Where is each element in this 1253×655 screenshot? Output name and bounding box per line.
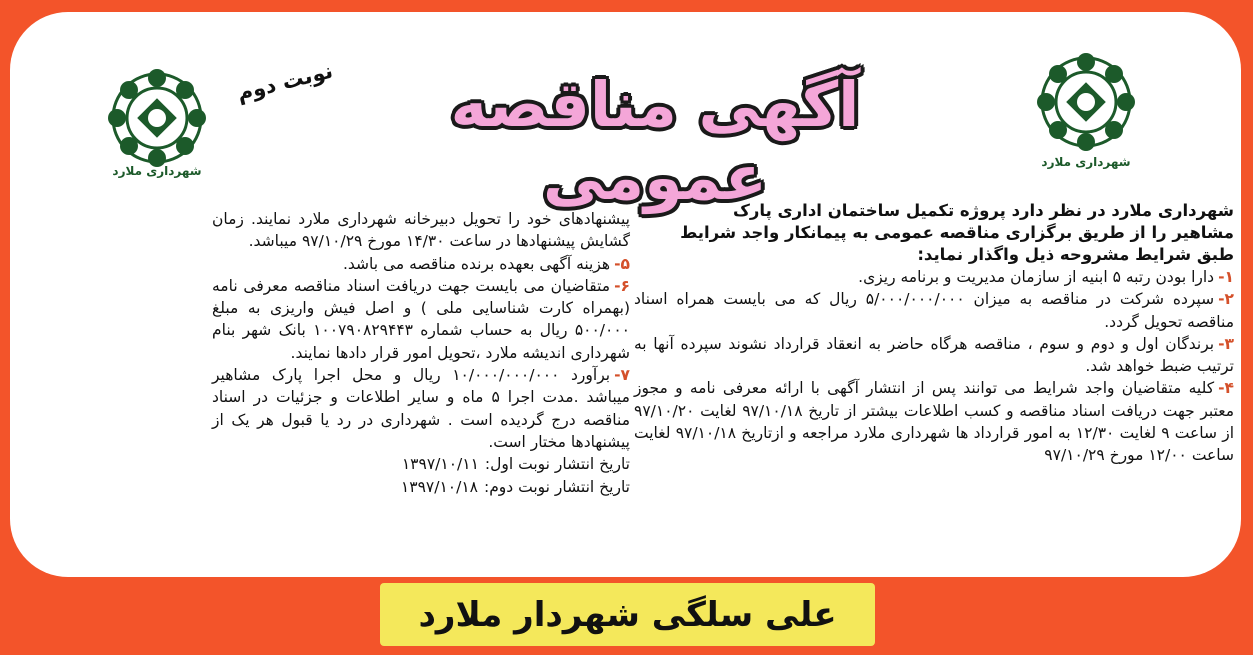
publish-second-label: تاریخ انتشار نوبت دوم: — [483, 477, 630, 496]
right-column — [634, 200, 1234, 467]
item-text: سپرده شرکت در مناقصه به میزان ۵/۰۰۰/۰۰۰/۰۰۰ ریال که می بایست همراه اسناد مناقصه تحویل گردد. — [634, 290, 1234, 331]
left-column — [212, 208, 630, 498]
continuation-text: پیشنهادهای خود را تحویل دبیرخانه شهرداری ملارد نمایند. زمان گشایش پیشنهادها در ساعت ۱۴/۳۰ مورخ ۹۷/۱۰/۲۹ میباشد. — [212, 210, 630, 251]
item-number: ۴- — [1218, 379, 1234, 398]
signature-band — [380, 583, 875, 646]
item-text: برآورد ۱۰/۰۰۰/۰۰۰/۰۰۰ ریال و محل اجرا پارک مشاهیر میباشد .مدت اجرا ۵ ماه و سایر اطلاعات و جزئیات در اسناد مناقصه درج گردیده است . شهرداری در رد یا قبول هر یک از پیشنهادها مختار است. — [212, 366, 630, 451]
condition-item — [634, 288, 1234, 333]
item-number: ۱- — [1218, 268, 1234, 286]
item-number: ۳- — [1218, 334, 1234, 353]
condition-item — [634, 377, 1234, 466]
intro-line-1: شهرداری ملارد در نظر دارد پروژه تکمیل ساختمان اداری پارک — [733, 201, 1234, 220]
condition-item — [634, 266, 1234, 288]
publish-first-date: ۱۳۹۷/۱۰/۱۱ — [401, 455, 479, 474]
item-number: ۷- — [614, 366, 630, 385]
item-number: ۵- — [614, 254, 630, 273]
round-label: نوبت دوم — [234, 58, 336, 106]
notice-title: آگهی مناقصه عمومی — [450, 68, 860, 214]
publish-first-label: تاریخ انتشار نوبت اول: — [484, 455, 630, 474]
condition-item — [212, 364, 630, 453]
item-number: ۲- — [1218, 290, 1234, 309]
item-text: برندگان اول و دوم و سوم ، مناقصه هرگاه حاضر به انعقاد قرارداد نشوند سپرده آنها به ترتیب ضبط خواهد شد. — [634, 334, 1234, 376]
publish-date-first — [212, 453, 630, 475]
publish-date-second — [212, 476, 630, 498]
item-text: کلیه متقاضیان واجد شرایط می توانند پس از انتشار آگهی با ارائه معرفی نامه و مجوز معتبر جهت دریافت اسناد مناقصه و کسب اطلاعات بیشتر از تاریخ ۹۷/۱۰/۱۸ لغایت ۹۷/۱۰/۲۰ از ساعت ۹ لغایت ۱۲/۳۰ به امور قرارداد ها شهرداری ملارد مراجعه و ازتاریخ ۹۷/۱۰/۱۸ لغایت ساعت ۱۲/۰۰ مورخ ۹۷/۱۰/۲۹ — [634, 379, 1235, 465]
mayor-signature: علی سلگی شهردار ملارد — [418, 594, 837, 635]
logo-caption-right: شهرداری ملارد — [1041, 155, 1131, 169]
condition-item — [634, 333, 1234, 378]
logo-caption-left: شهرداری ملارد — [112, 164, 202, 178]
condition-item — [212, 275, 630, 364]
publish-second-date: ۱۳۹۷/۱۰/۱۸ — [400, 477, 478, 496]
item-text: متقاضیان می بایست جهت دریافت اسناد مناقصه معرفی نامه (بهمراه کارت شناسایی ملی ) و اصل فیش واریزی به مبلغ ۵۰۰/۰۰۰ ریال به حساب شماره ۱۰۰۷۹۰۸۲۹۴۴۳ بانک شهر بنام شهرداری اندیشه ملارد ،تحویل امور قرار دادها نمایند. — [212, 276, 631, 362]
item-text: دارا بودن رتبه ۵ ابنیه از سازمان مدیریت و برنامه ریزی. — [858, 268, 1215, 286]
condition-item — [212, 253, 630, 275]
intro-line-3: طبق شرایط مشروحه ذیل واگذار نماید: — [917, 245, 1234, 264]
intro-line-2: مشاهیر را از طریق برگزاری مناقصه عمومی به پیمانکار واجد شرایط — [680, 223, 1234, 242]
item-text: هزینه آگهی بعهده برنده مناقصه می باشد. — [342, 254, 611, 273]
item-number: ۶- — [614, 276, 630, 295]
